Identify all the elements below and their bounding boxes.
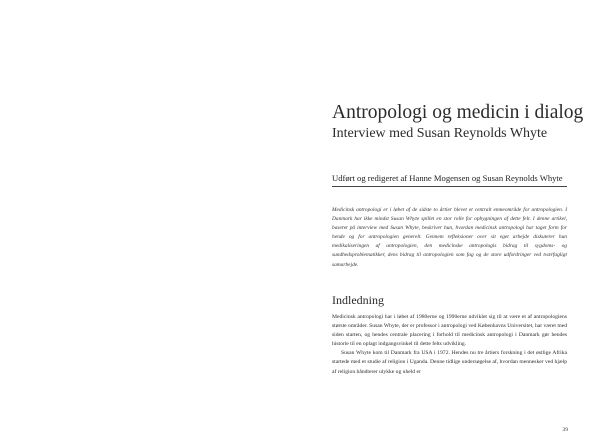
article-title: Antropologi og medicin i dialog: [332, 102, 584, 123]
article-byline: Udført og redigeret af Hanne Mogensen og Susan Reynolds Whyte: [332, 173, 563, 183]
byline-divider: [332, 186, 567, 187]
article-subtitle: Interview med Susan Reynolds Whyte: [332, 126, 548, 141]
article-abstract: Medicinsk antropologi er i løbet af de sidste to årtier blevet et centralt emneområde for antropologien. I Danmark har ikke mindst Susan Whyte spillet en stor rolle for opbygningen af dette felt. I denne artikel, baseret på interview med Susan Whyte, beskriver hun, hvordan medicinsk antropologi har taget form for hende og for antropologien generelt. Gennem refleksioner over sit eget arbejde diskuterer hun medikaliseringen af antropologien, den medicinske antropologis bidrag til sygdoms- og sundhedsproblematikker, dens bidrag til antropologien som fag og de store udfordringer ved tværfagligt samarbejde.: [332, 207, 567, 268]
body-paragraph: Medicinsk antropologi har i løbet af 1980erne og 1990erne udviklet sig til at være et af antropologiens største områder. Susan Whyte, der er professor i antropologi ved Københavns Universitet, har været med siden starten, og hendes centrale placering i forhold til medicinsk antropologi i Danmark gør hendes historie til en oplagt indgangsvinkel til dette felts udvikling.: [332, 314, 567, 348]
body-text: [332, 313, 567, 377]
body-paragraph: Susan Whyte kom til Danmark fra USA i 1972. Hendes nu tre årtiers forskning i det østlige Afrika startede med et studie af religion i Uganda. Denne tidlige undersøgelse af, hvordan mennesker ved hjælp af religion håndterer ulykke og uheld er: [332, 350, 567, 375]
section-heading: Indledning: [332, 293, 384, 307]
page-number: 39: [562, 427, 568, 433]
